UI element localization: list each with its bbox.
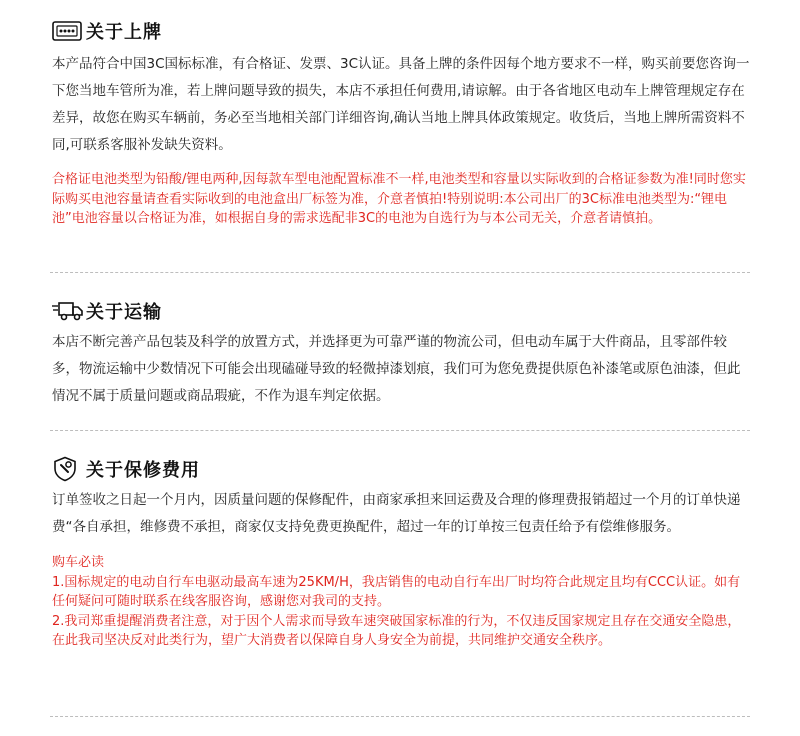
purchase-notice-item-2: 2.我司郑重提醒消费者注意，对于因个人需求而导致车速突破国家标准的行为，不仅违反国家规定且存在交通安全隐患，在此我司坚决反对此类行为，望广大消费者以保障自身人身安全为前提，共同维护交通安全秩序。	[52, 613, 741, 648]
warranty-title: 关于保修费用	[86, 460, 200, 481]
divider-1	[50, 272, 750, 273]
shipping-heading	[52, 298, 752, 324]
warranty-section	[52, 456, 752, 651]
license-plate-icon	[52, 18, 86, 44]
warranty-heading	[52, 456, 752, 482]
shipping-section	[52, 298, 752, 410]
purchase-notice-item-1: 1.国标规定的电动自行车电驱动最高车速为25KM/H，我店销售的电动自行车出厂时均符合此规定且均有CCC认证。如有任何疑问可随时联系在线客服咨询，感谢您对我司的支持。	[52, 574, 741, 609]
delivery-truck-icon	[52, 298, 86, 324]
license-title: 关于上牌	[86, 22, 162, 43]
divider-2	[50, 430, 750, 431]
license-heading	[52, 18, 752, 44]
purchase-notice	[52, 553, 752, 651]
shipping-title: 关于运输	[86, 302, 162, 323]
warranty-body: 订单签收之日起一个月内，因质量问题的保修配件，由商家承担来回运费及合理的修理费报销超过一个月的订单快递费“各自承担，维修费不承担，商家仅支持免费更换配件，超过一年的订单按三包责任给予有偿维修服务。	[52, 492, 741, 535]
shipping-body: 本店不断完善产品包装及科学的放置方式，并选择更为可靠严谨的物流公司，但电动车属于大件商品，且零部件较多，物流运输中少数情况下可能会出现磕碰导致的轻微掉漆划痕，我们可为您免费提供原色补漆笔或原色油漆，但此情况不属于质量问题或商品瑕疵，不作为退车判定依据。	[52, 334, 741, 404]
license-notice: 合格证电池类型为铅酸/锂电两种,因每款车型电池配置标准不一样,电池类型和容量以实际收到的合格证参数为准!同时您实际购买电池容量请查看实际收到的电池盒出厂标签为准，介意者慎拍!特别说明:本公司出厂的3C标准电池类型为:“锂电池”电池容量以合格证为准，如根据自身的需求选配非3C的电池为自选行为与本公司无关，介意者请慎拍。	[52, 172, 746, 226]
wrench-shield-icon	[52, 456, 86, 482]
divider-3	[50, 716, 750, 717]
license-section	[52, 18, 752, 229]
license-body: 本产品符合中国3C国标标准，有合格证、发票、3C认证。具备上牌的条件因每个地方要求不一样，购买前要您咨询一下您当地车管所为准，若上牌问题导致的损失，本店不承担任何费用,请谅解。由于各省地区电动车上牌管理规定存在差异，故您在购买车辆前，务必至当地相关部门详细咨询,确认当地上牌具体政策规定。收货后，当地上牌所需资料不同,可联系客服补发缺失资料。	[52, 56, 750, 153]
purchase-notice-title: 购车必读	[52, 555, 105, 570]
